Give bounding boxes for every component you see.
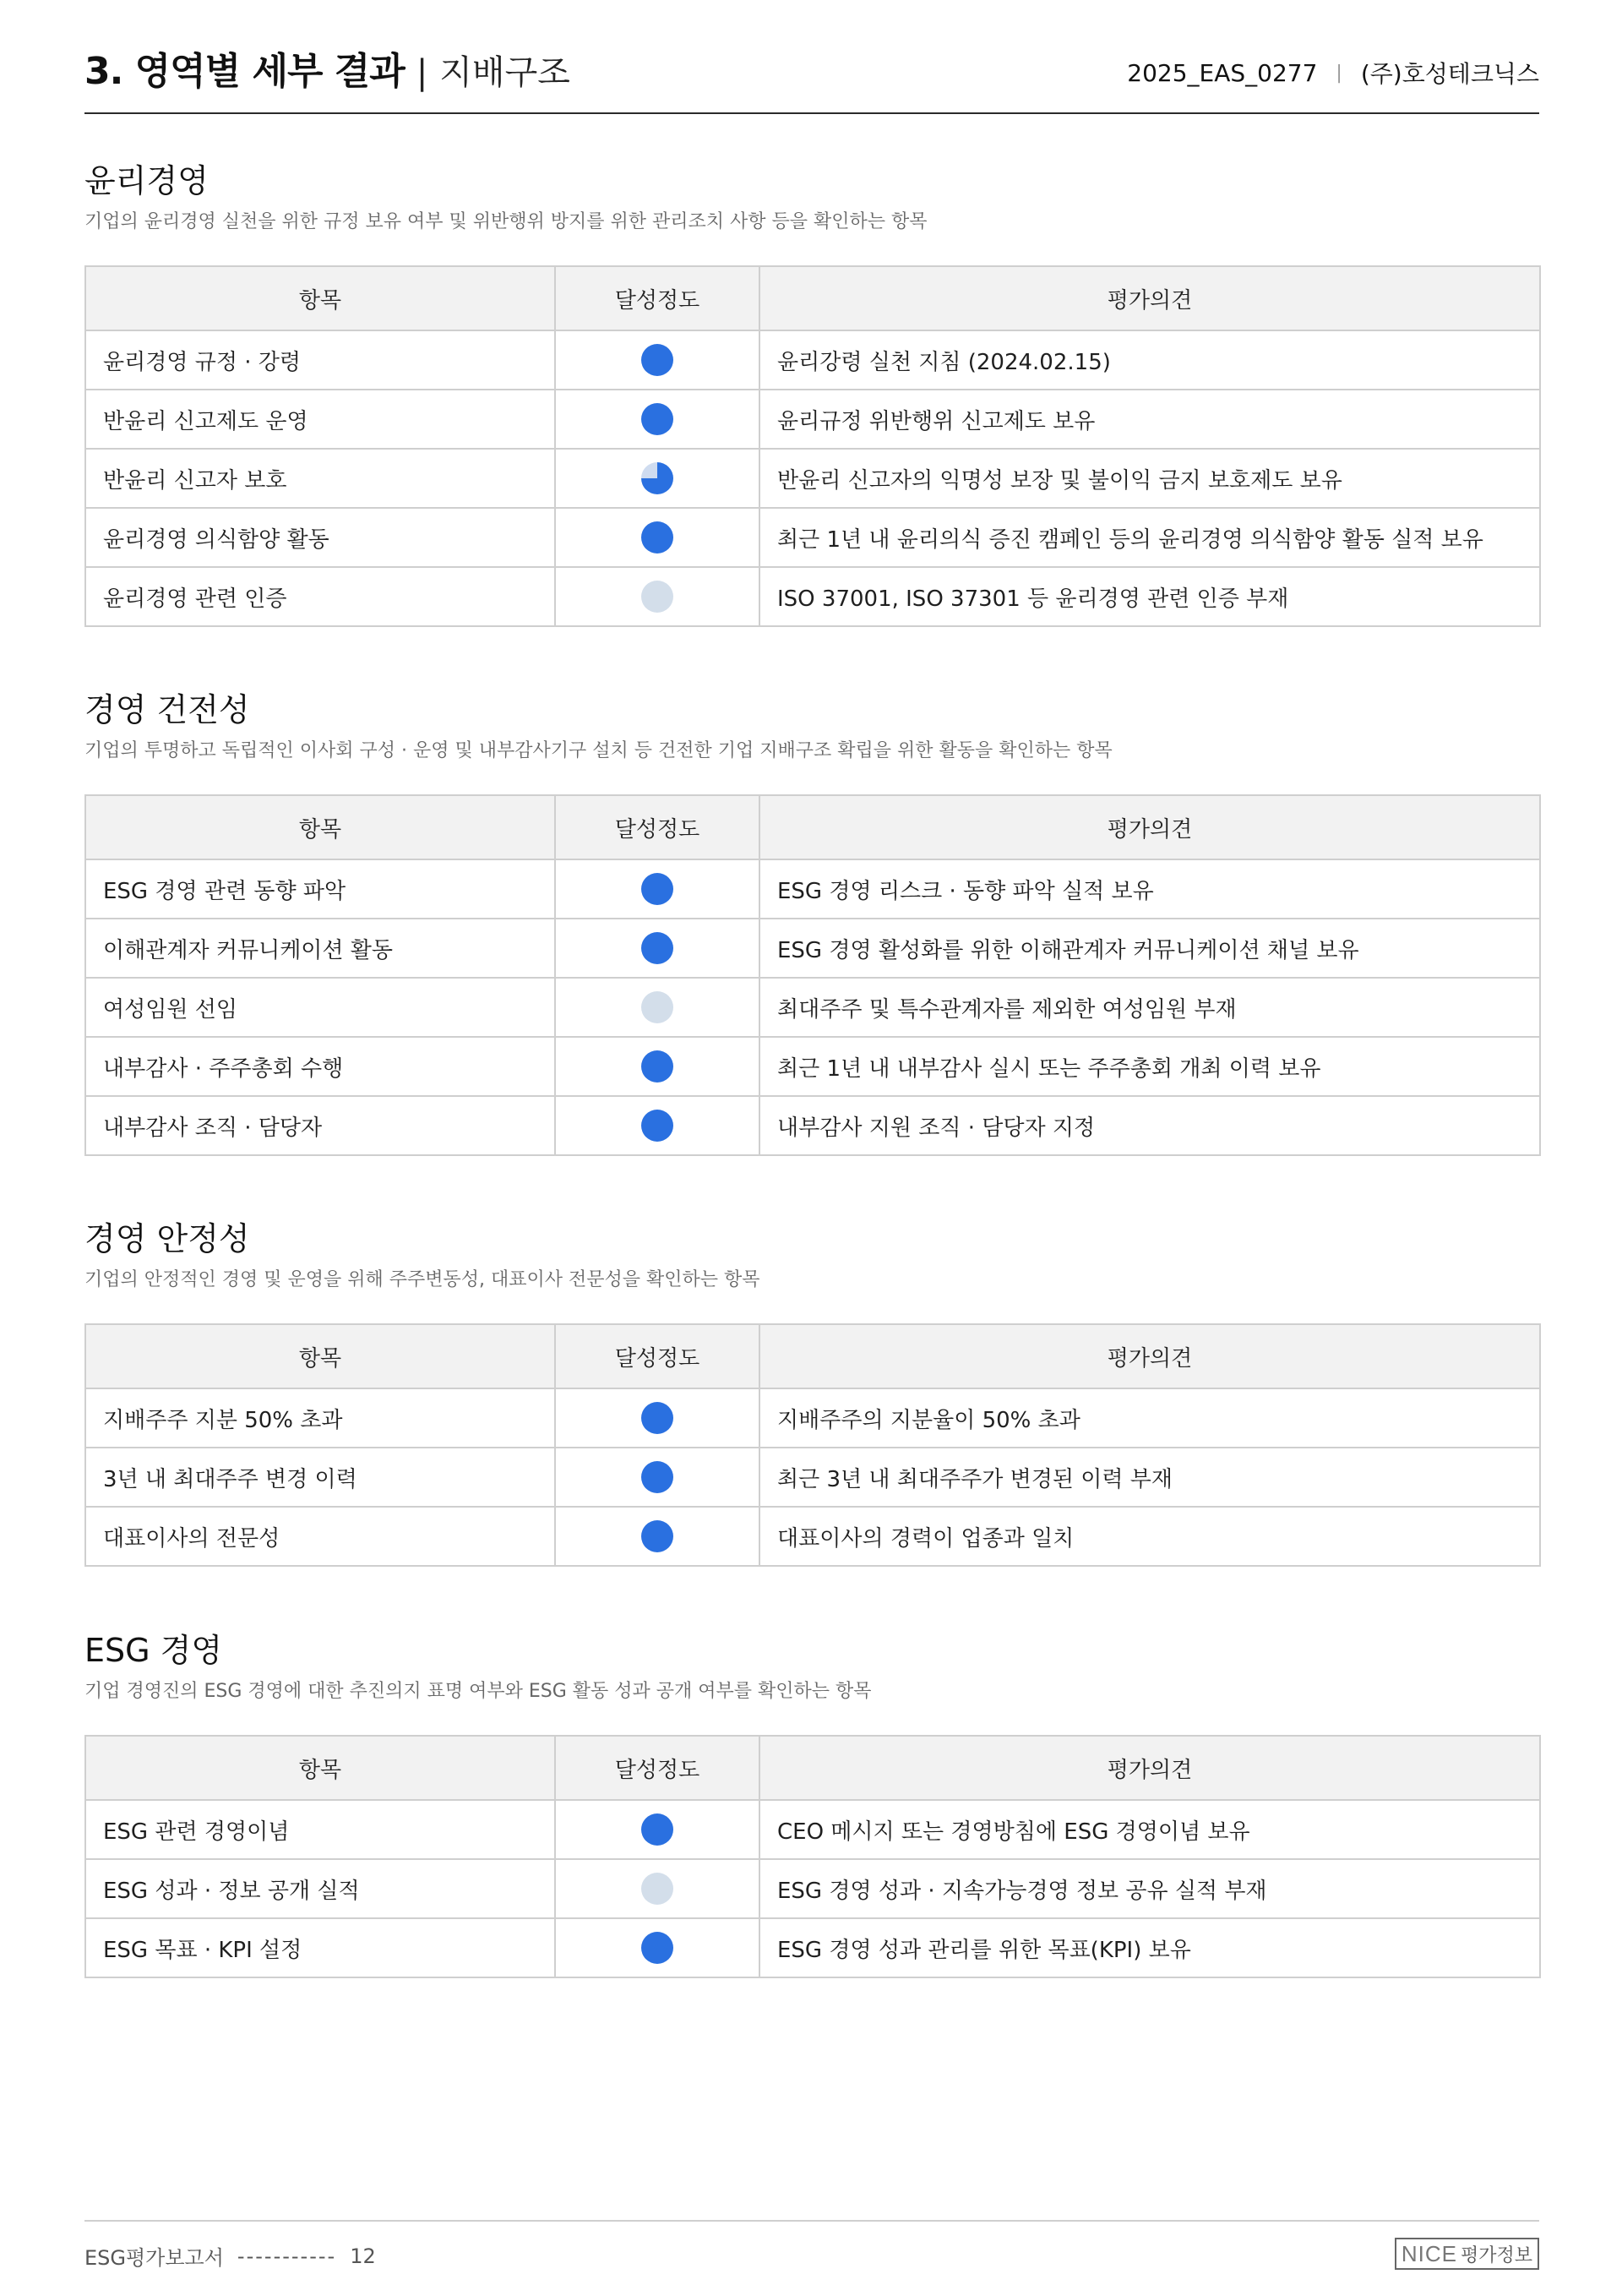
opinion-cell: ESG 경영 리스크 · 동향 파악 실적 보유 bbox=[759, 859, 1540, 919]
table-row bbox=[85, 1918, 1540, 1977]
report-id: 2025_EAS_0277 bbox=[1127, 58, 1318, 87]
section-esg-management bbox=[84, 1628, 1539, 1963]
achievement-cell bbox=[555, 1507, 759, 1566]
opinion-cell: ESG 경영 성과 · 지속가능경영 정보 공유 실적 부재 bbox=[759, 1859, 1540, 1918]
achievement-cell bbox=[555, 919, 759, 978]
col-header-opinion: 평가의견 bbox=[759, 795, 1540, 859]
page-header bbox=[84, 34, 1539, 114]
item-cell: 윤리경영 관련 인증 bbox=[85, 567, 555, 626]
item-cell: 윤리경영 의식함양 활동 bbox=[85, 508, 555, 567]
logo-text: 평가정보 bbox=[1460, 2244, 1532, 2266]
header-title-group bbox=[84, 41, 570, 95]
opinion-cell: 최근 1년 내 내부감사 실시 또는 주주총회 개최 이력 보유 bbox=[759, 1037, 1540, 1096]
table-row bbox=[85, 1388, 1540, 1448]
item-cell: 이해관계자 커뮤니케이션 활동 bbox=[85, 919, 555, 978]
opinion-cell: ISO 37001, ISO 37301 등 윤리경영 관련 인증 부재 bbox=[759, 567, 1540, 626]
item-cell: 반윤리 신고자 보호 bbox=[85, 449, 555, 508]
table-row bbox=[85, 1037, 1540, 1096]
col-header-level: 달성정도 bbox=[555, 1324, 759, 1388]
achievement-cell bbox=[555, 508, 759, 567]
partial-achievement-icon bbox=[641, 462, 673, 494]
achievement-cell bbox=[555, 1859, 759, 1918]
section-ethics bbox=[84, 159, 1539, 612]
table-row bbox=[85, 919, 1540, 978]
section-soundness bbox=[84, 688, 1539, 1141]
opinion-cell: 윤리강령 실천 지침 (2024.02.15) bbox=[759, 330, 1540, 390]
achievement-cell bbox=[555, 859, 759, 919]
opinion-cell: 지배주주의 지분율이 50% 초과 bbox=[759, 1388, 1540, 1448]
col-header-level: 달성정도 bbox=[555, 1736, 759, 1800]
achievement-cell bbox=[555, 1037, 759, 1096]
opinion-cell: 최대주주 및 특수관계자를 제외한 여성임원 부재 bbox=[759, 978, 1540, 1037]
opinion-cell: ESG 경영 성과 관리를 위한 목표(KPI) 보유 bbox=[759, 1918, 1540, 1977]
footer-report-name: ESG평가보고서 bbox=[84, 2246, 224, 2270]
item-cell: 반윤리 신고제도 운영 bbox=[85, 390, 555, 449]
opinion-cell: ESG 경영 활성화를 위한 이해관계자 커뮤니케이션 채널 보유 bbox=[759, 919, 1540, 978]
table-row bbox=[85, 978, 1540, 1037]
item-cell: ESG 경영 관련 동향 파악 bbox=[85, 859, 555, 919]
no-achievement-icon bbox=[641, 581, 673, 613]
section-title: 윤리경영 bbox=[84, 162, 209, 199]
table-row bbox=[85, 1448, 1540, 1507]
item-cell: 3년 내 최대주주 변경 이력 bbox=[85, 1448, 555, 1507]
table-row bbox=[85, 1507, 1540, 1566]
opinion-cell: 내부감사 지원 조직 · 담당자 지정 bbox=[759, 1096, 1540, 1155]
table-row bbox=[85, 567, 1540, 626]
item-cell: ESG 성과 · 정보 공개 실적 bbox=[85, 1859, 555, 1918]
opinion-cell: 대표이사의 경력이 업종과 일치 bbox=[759, 1507, 1540, 1566]
achievement-cell bbox=[555, 1800, 759, 1859]
section-title: 경영 건전성 bbox=[84, 691, 250, 728]
full-achievement-icon bbox=[641, 344, 673, 376]
item-cell: ESG 관련 경영이념 bbox=[85, 1800, 555, 1859]
section-title: ESG 경영 bbox=[84, 1632, 223, 1669]
logo-mark: NICE bbox=[1401, 2240, 1457, 2266]
evaluation-table bbox=[84, 1323, 1541, 1567]
table-header-row bbox=[85, 1736, 1540, 1800]
section-description: 기업의 윤리경영 실천을 위한 규정 보유 여부 및 위반행위 방지를 위한 관리조치 사항 등을 확인하는 항목 bbox=[84, 211, 928, 232]
col-header-item: 항목 bbox=[85, 1324, 555, 1388]
no-achievement-icon bbox=[641, 1873, 673, 1905]
item-cell: 대표이사의 전문성 bbox=[85, 1507, 555, 1566]
opinion-cell: 최근 3년 내 최대주주가 변경된 이력 부재 bbox=[759, 1448, 1540, 1507]
nice-logo bbox=[1395, 2238, 1539, 2270]
col-header-item: 항목 bbox=[85, 266, 555, 330]
table-row bbox=[85, 1096, 1540, 1155]
table-row bbox=[85, 1800, 1540, 1859]
page-subtitle: 지배구조 bbox=[439, 53, 570, 92]
header-meta bbox=[1127, 56, 1539, 90]
section-title: 경영 안정성 bbox=[84, 1220, 250, 1257]
section-stability bbox=[84, 1217, 1539, 1552]
footer-divider bbox=[84, 2220, 1539, 2222]
opinion-cell: 반윤리 신고자의 익명성 보장 및 불이익 금지 보호제도 보유 bbox=[759, 449, 1540, 508]
table-row bbox=[85, 390, 1540, 449]
opinion-cell: 최근 1년 내 윤리의식 증진 캠페인 등의 윤리경영 의식함양 활동 실적 보유 bbox=[759, 508, 1540, 567]
section-description: 기업의 투명하고 독립적인 이사회 구성 · 운영 및 내부감사기구 설치 등 건전한 기업 지배구조 확립을 위한 활동을 확인하는 항목 bbox=[84, 740, 1113, 761]
achievement-cell bbox=[555, 390, 759, 449]
achievement-cell bbox=[555, 1096, 759, 1155]
page-title: 3. 영역별 세부 결과 bbox=[84, 50, 405, 93]
item-cell: 윤리경영 규정 · 강령 bbox=[85, 330, 555, 390]
footer-dashes: ----------- bbox=[237, 2244, 337, 2268]
table-row bbox=[85, 449, 1540, 508]
col-header-level: 달성정도 bbox=[555, 795, 759, 859]
page-number: 12 bbox=[350, 2244, 376, 2268]
section-description: 기업의 안정적인 경영 및 운영을 위해 주주변동성, 대표이사 전문성을 확인하는 항목 bbox=[84, 1269, 760, 1290]
full-achievement-icon bbox=[641, 1110, 673, 1142]
item-cell: 여성임원 선임 bbox=[85, 978, 555, 1037]
item-cell: 지배주주 지분 50% 초과 bbox=[85, 1388, 555, 1448]
item-cell: 내부감사 조직 · 담당자 bbox=[85, 1096, 555, 1155]
achievement-cell bbox=[555, 449, 759, 508]
opinion-cell: 윤리규정 위반행위 신고제도 보유 bbox=[759, 390, 1540, 449]
table-header-row bbox=[85, 795, 1540, 859]
full-achievement-icon bbox=[641, 521, 673, 554]
achievement-cell bbox=[555, 567, 759, 626]
full-achievement-icon bbox=[641, 1932, 673, 1964]
evaluation-table bbox=[84, 265, 1541, 627]
full-achievement-icon bbox=[641, 1402, 673, 1434]
col-header-opinion: 평가의견 bbox=[759, 1736, 1540, 1800]
full-achievement-icon bbox=[641, 1050, 673, 1083]
evaluation-table bbox=[84, 1735, 1541, 1978]
item-cell: ESG 목표 · KPI 설정 bbox=[85, 1918, 555, 1977]
achievement-cell bbox=[555, 1918, 759, 1977]
table-header-row bbox=[85, 1324, 1540, 1388]
company-name: (주)호성테크닉스 bbox=[1360, 60, 1539, 88]
item-cell: 내부감사 · 주주총회 수행 bbox=[85, 1037, 555, 1096]
col-header-opinion: 평가의견 bbox=[759, 1324, 1540, 1388]
achievement-cell bbox=[555, 330, 759, 390]
footer-page-info bbox=[84, 2241, 376, 2271]
col-header-item: 항목 bbox=[85, 1736, 555, 1800]
full-achievement-icon bbox=[641, 932, 673, 964]
full-achievement-icon bbox=[641, 1520, 673, 1552]
table-row bbox=[85, 508, 1540, 567]
title-separator: | bbox=[416, 53, 428, 92]
col-header-item: 항목 bbox=[85, 795, 555, 859]
no-achievement-icon bbox=[641, 991, 673, 1023]
table-header-row bbox=[85, 266, 1540, 330]
col-header-level: 달성정도 bbox=[555, 266, 759, 330]
meta-separator: | bbox=[1336, 62, 1342, 84]
full-achievement-icon bbox=[641, 1461, 673, 1493]
achievement-cell bbox=[555, 1388, 759, 1448]
full-achievement-icon bbox=[641, 1813, 673, 1846]
table-row bbox=[85, 330, 1540, 390]
col-header-opinion: 평가의견 bbox=[759, 266, 1540, 330]
table-row bbox=[85, 859, 1540, 919]
evaluation-table bbox=[84, 794, 1541, 1156]
full-achievement-icon bbox=[641, 873, 673, 905]
full-achievement-icon bbox=[641, 403, 673, 435]
table-row bbox=[85, 1859, 1540, 1918]
achievement-cell bbox=[555, 1448, 759, 1507]
section-description: 기업 경영진의 ESG 경영에 대한 추진의지 표명 여부와 ESG 활동 성과 공개 여부를 확인하는 항목 bbox=[84, 1681, 872, 1702]
achievement-cell bbox=[555, 978, 759, 1037]
opinion-cell: CEO 메시지 또는 경영방침에 ESG 경영이념 보유 bbox=[759, 1800, 1540, 1859]
